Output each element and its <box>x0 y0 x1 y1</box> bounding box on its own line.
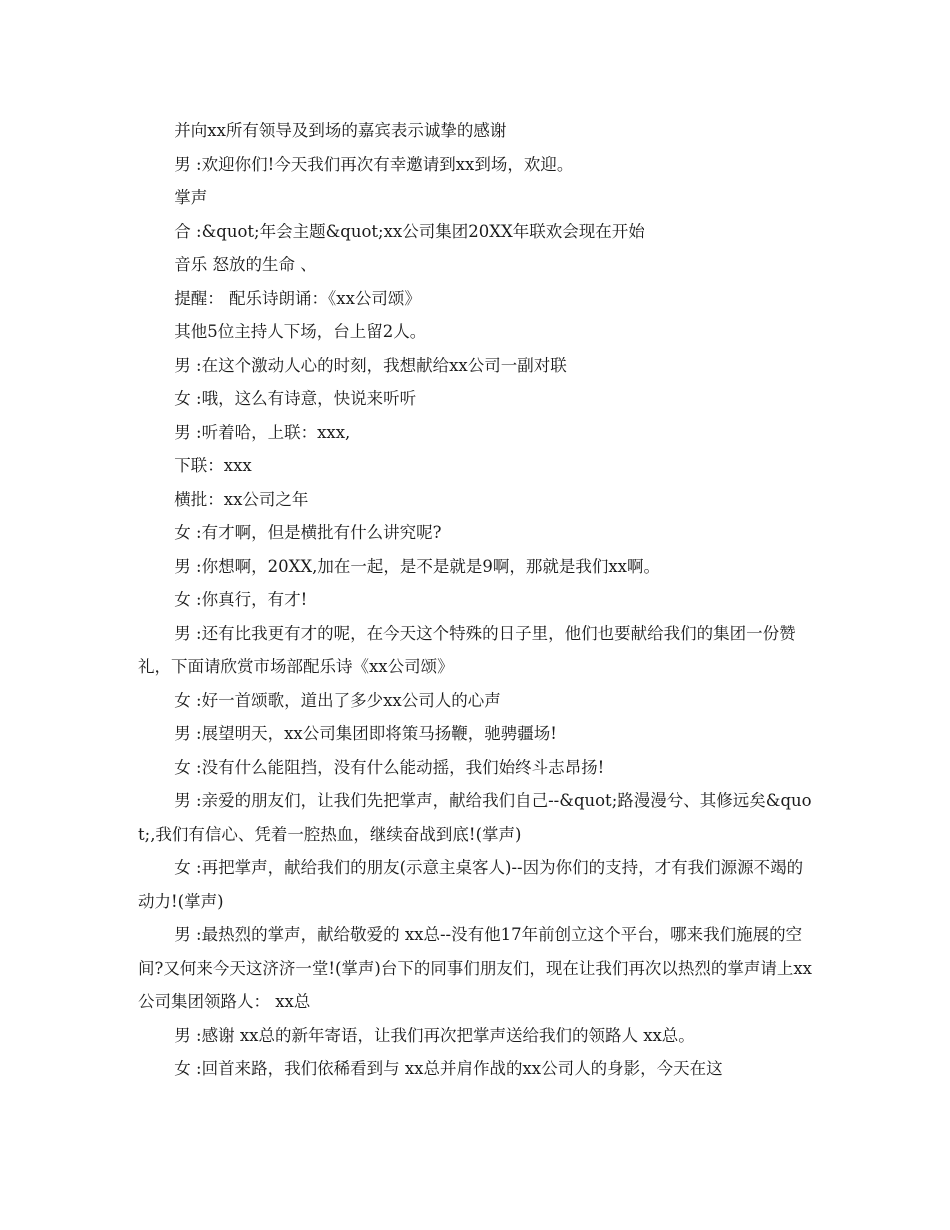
paragraph: 男 :感谢 xx总的新年寄语，让我们再次把掌声送给我们的领路人 xx总。 <box>174 1025 695 1045</box>
paragraph: 女 :回首来路，我们依稀看到与 xx总并肩作战的xx公司人的身影，今天在这 <box>174 1059 723 1078</box>
paragraph: 男 :欢迎你们!今天我们再次有幸邀请到xx到场，欢迎。 <box>174 154 574 174</box>
paragraph: 女 :再把掌声，献给我们的朋友(示意主桌客人)--因为你们的支持，才有我们源源不竭的动力!(掌声) <box>138 858 804 911</box>
paragraph: 女 :你真行，有才! <box>174 590 308 609</box>
paragraph: 下联：xxx <box>174 456 252 475</box>
paragraph: 提醒： 配乐诗朗诵：《xx公司颂》 <box>174 288 421 308</box>
document-body <box>138 114 814 1086</box>
paragraph: 男 :亲爱的朋友们，让我们先把掌声，献给我们自己--&quot;路漫漫兮、其修远矣&quot;,我们有信心、凭着一腔热血，继续奋战到底!(掌声) <box>138 791 812 844</box>
paragraph: 男 :你想啊，20XX,加在一起，是不是就是9啊，那就是我们xx啊。 <box>174 556 660 576</box>
paragraph: 并向xx所有领导及到场的嘉宾表示诚挚的感谢 <box>174 121 507 140</box>
paragraph: 女 :有才啊，但是横批有什么讲究呢? <box>174 523 442 542</box>
paragraph: 女 :哦，这么有诗意，快说来听听 <box>174 389 417 408</box>
paragraph: 掌声 <box>174 188 208 207</box>
paragraph: 男 :在这个激动人心的时刻，我想献给xx公司一副对联 <box>174 355 567 375</box>
paragraph: 横批：xx公司之年 <box>174 489 309 509</box>
paragraph: 其他5位主持人下场，台上留2人。 <box>174 322 427 341</box>
paragraph: 男 :听着哈，上联：xxx, <box>174 422 351 442</box>
paragraph: 女 :好一首颂歌，道出了多少xx公司人的心声 <box>174 690 501 710</box>
paragraph: 男 :展望明天，xx公司集团即将策马扬鞭，驰骋疆场! <box>174 724 557 743</box>
paragraph: 男 :最热烈的掌声，献给敬爱的 xx总--没有他17年前创立这个平台，哪来我们施展的空间?又何来今天这济济一堂!(掌声)台下的同事们朋友们，现在让我们再次以热烈的掌声请上xx公司集团领路人： xx总 <box>138 925 812 1011</box>
paragraph: 音乐 怒放的生命 、 <box>174 255 317 274</box>
paragraph: 女 :没有什么能阻挡，没有什么能动摇，我们始终斗志昂扬! <box>174 757 605 777</box>
paragraph: 合 :&quot;年会主题&quot;xx公司集团20XX年联欢会现在开始 <box>174 221 645 241</box>
paragraph: 男 :还有比我更有才的呢，在今天这个特殊的日子里，他们也要献给我们的集团一份赞礼，下面请欣赏市场部配乐诗《xx公司颂》 <box>138 623 796 676</box>
